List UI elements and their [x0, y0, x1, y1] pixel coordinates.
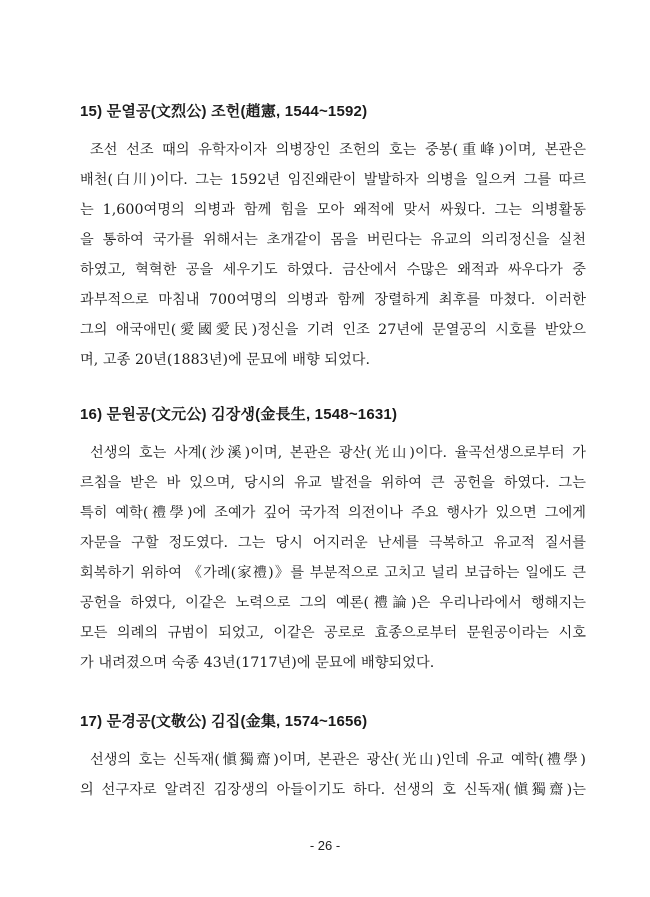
section-heading: 15) 문열공(文烈公) 조헌(趙憲, 1544~1592): [80, 103, 368, 120]
section-17: [78, 710, 586, 805]
paragraph-line: 선생의 호는 신독재(愼獨齋)이며, 본관은 광산(光山)인데 유교 예학(禮學): [90, 752, 586, 768]
section-heading: 17) 문경공(文敬公) 김집(金集, 1574~1656): [80, 713, 368, 730]
paragraph-line: 공헌을 하였다, 이같은 노력으로 그의 예론(禮論)은 우리나라에서 행해지는: [80, 595, 586, 611]
paragraph-line: 모든 의례의 규범이 되었고, 이같은 공로로 효종으로부터 문원공이라는 시호: [80, 625, 586, 641]
paragraph-line: 하였고, 혁혁한 공을 세우기도 하였다. 금산에서 수많은 왜적과 싸우다가 중: [80, 262, 586, 278]
paragraph-line: 회복하기 위하여 《가례(家禮)》를 부분적으로 고치고 널리 보급하는 일에도 큰: [80, 565, 586, 581]
paragraph-line: 의 선구자로 알려진 김장생의 아들이기도 하다. 선생의 호 신독재(愼獨齋)는: [80, 782, 586, 798]
section-paragraph: [78, 745, 586, 805]
paragraph-line: 르침을 받은 바 있으며, 당시의 유교 발전을 위하여 큰 공헌을 하였다. 그는: [80, 475, 586, 491]
page-number: - 26 -: [309, 838, 341, 853]
section-paragraph: [78, 438, 586, 678]
paragraph-line: 는 1,600여명의 의병과 함께 힘을 모아 왜적에 맞서 싸웠다. 그는 의병활동: [80, 202, 586, 218]
paragraph-line: 가 내려졌으며 숙종 43년(1717년)에 문묘에 배향되었다.: [80, 655, 435, 671]
paragraph-line: 자문을 구할 정도였다. 그는 당시 어지러운 난세를 극복하고 유교적 질서를: [80, 535, 586, 551]
paragraph-line: 을 통하여 국가를 위해서는 초개같이 몸을 버린다는 유교의 의리정신을 실천: [80, 232, 586, 248]
paragraph-line: 과부적으로 마침내 700여명의 의병과 함께 장렬하게 최후를 마쳤다. 이러한: [80, 292, 586, 308]
paragraph-line: 선생의 호는 사계(沙溪)이며, 본관은 광산(光山)이다. 율곡선생으로부터 가: [90, 445, 586, 461]
paragraph-line: 특히 예학(禮學)에 조예가 깊어 국가적 의전이나 주요 행사가 있으면 그에게: [80, 505, 586, 521]
paragraph-line: 며, 고종 20년(1883년)에 문묘에 배향 되었다.: [80, 352, 371, 368]
paragraph-line: 배천(白川)이다. 그는 1592년 임진왜란이 발발하자 의병을 일으켜 그를 따르: [80, 172, 586, 188]
section-heading: 16) 문원공(文元公) 김장생(金長生, 1548~1631): [80, 406, 398, 423]
section-paragraph: [78, 135, 586, 375]
section-16: [78, 403, 586, 678]
paragraph-line: 그의 애국애민(愛國愛民)정신을 기려 인조 27년에 문열공의 시호를 받았으: [80, 322, 586, 338]
paragraph-line: 조선 선조 때의 유학자이자 의병장인 조헌의 호는 중봉(重峰)이며, 본관은: [90, 142, 586, 158]
section-15: [78, 100, 586, 375]
